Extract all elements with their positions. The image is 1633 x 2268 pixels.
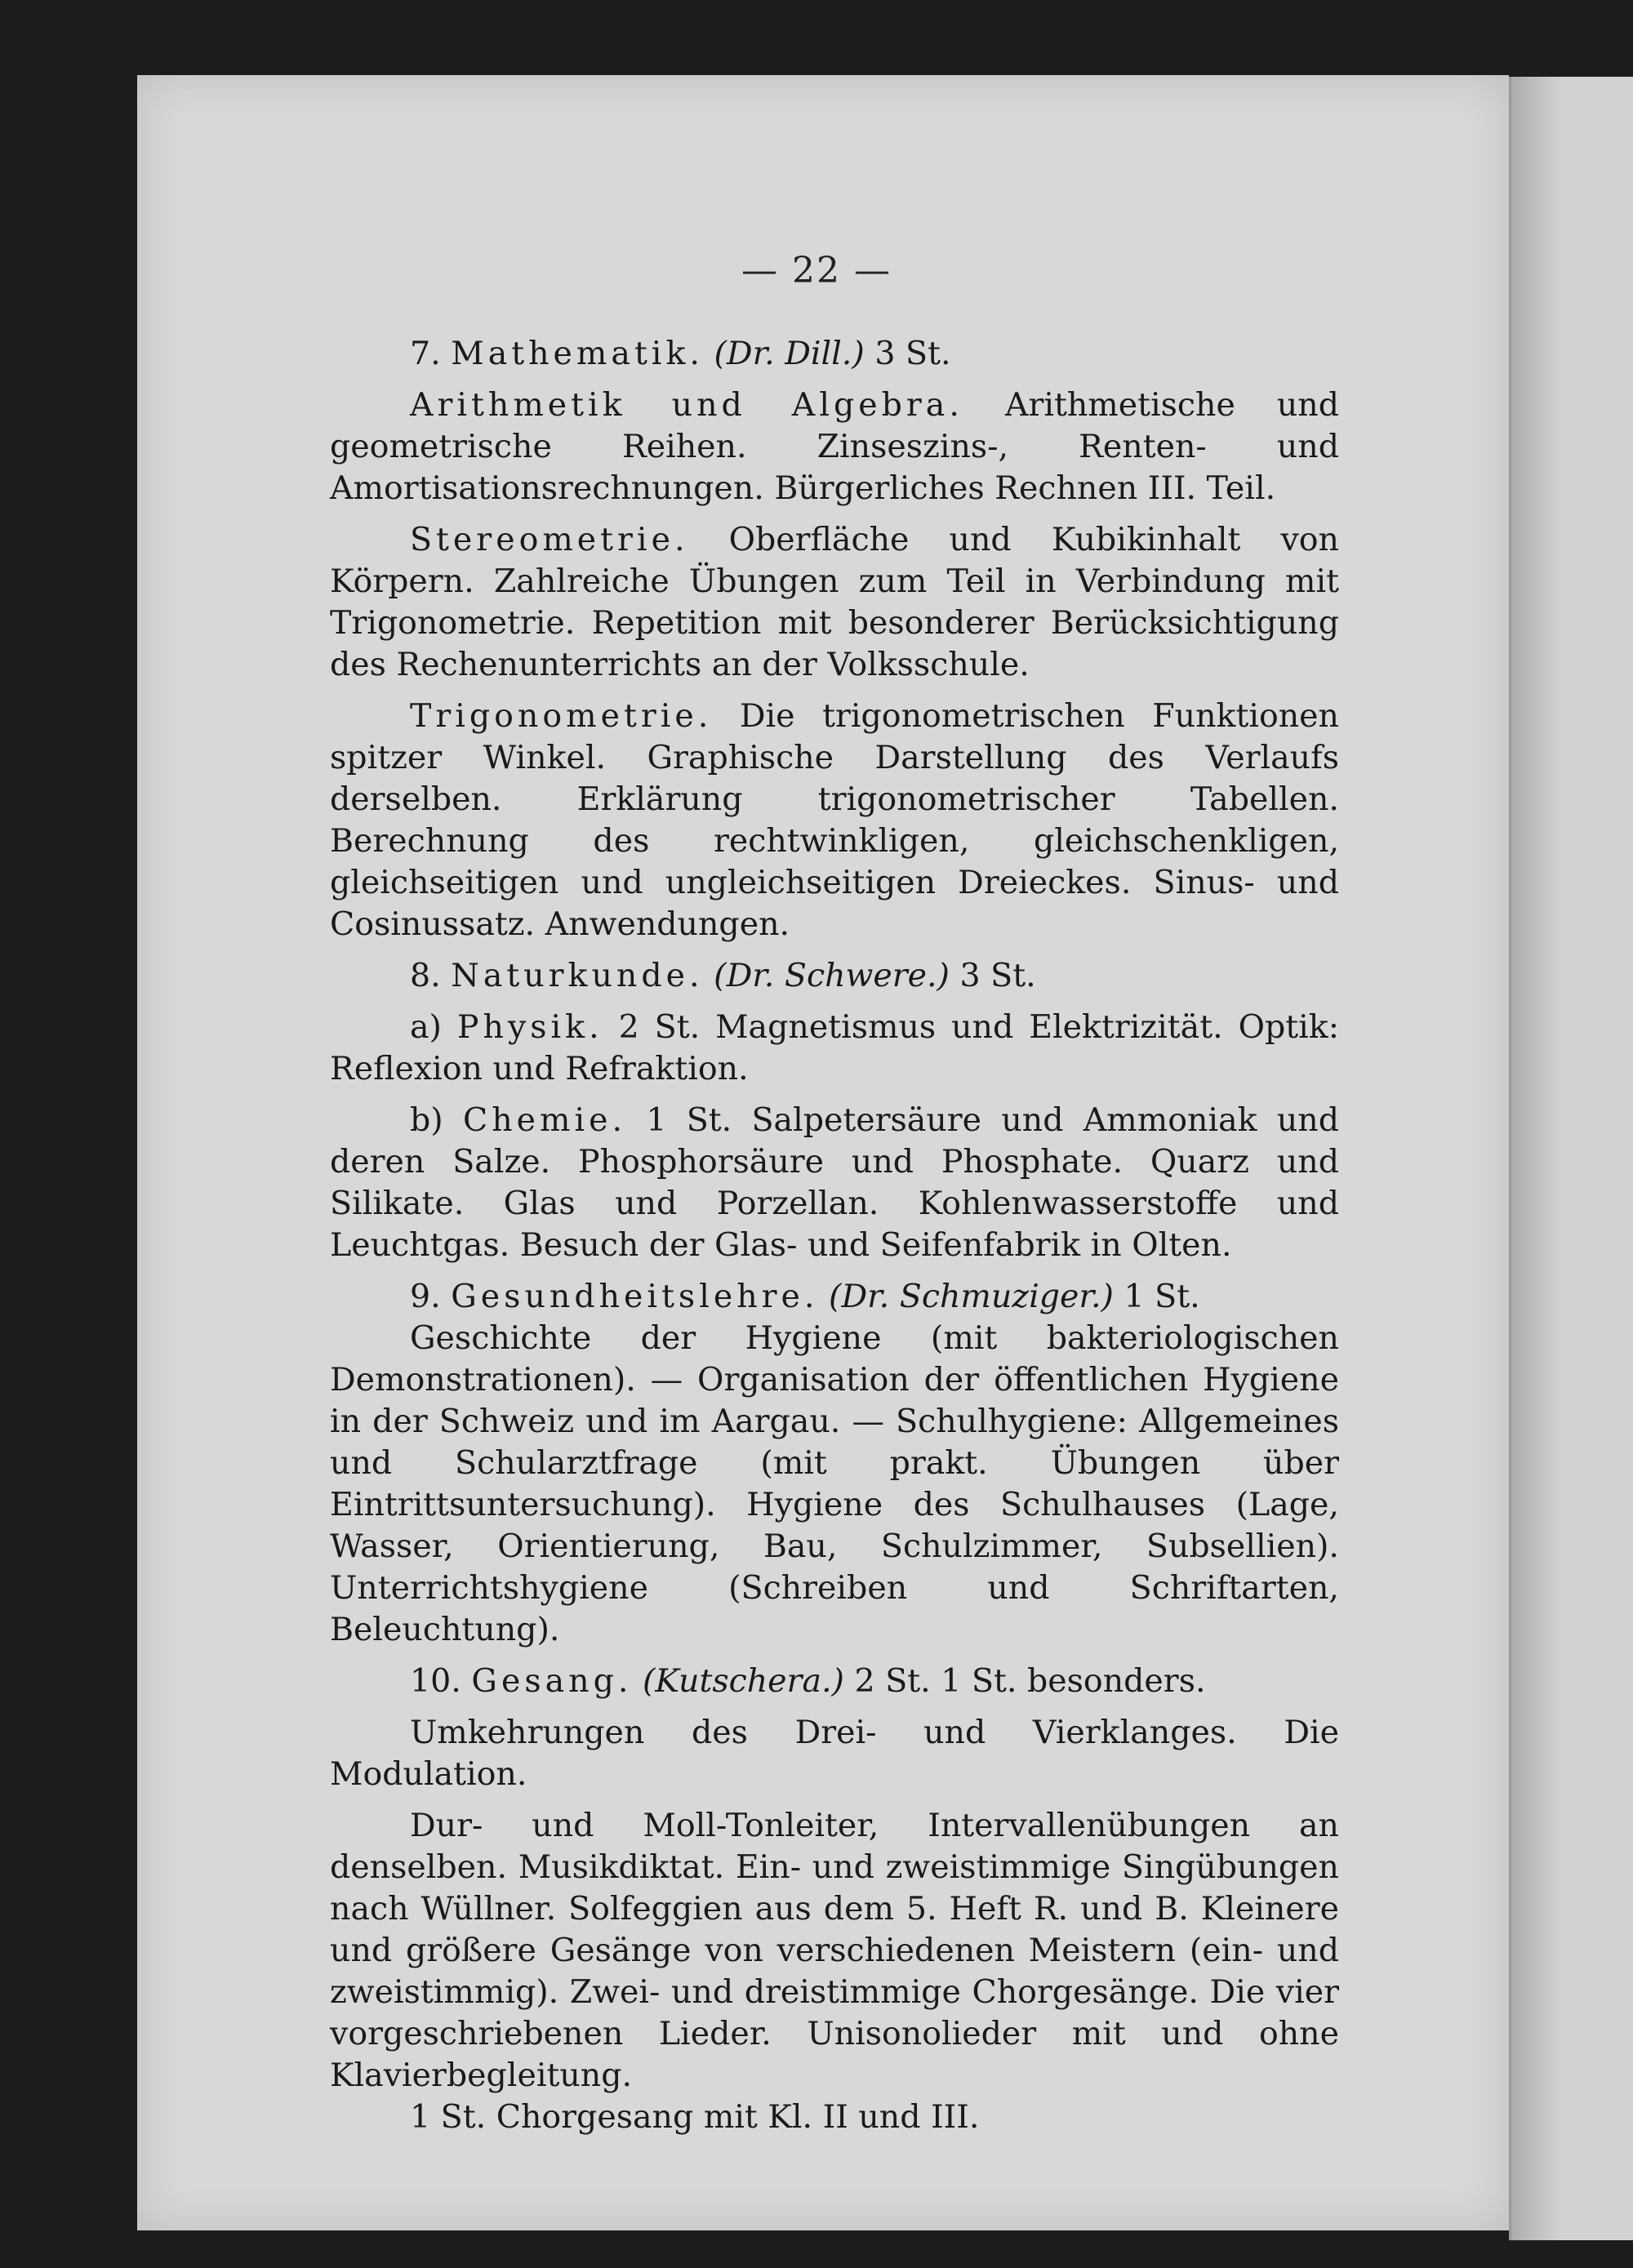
section-number: 10. xyxy=(410,1662,461,1700)
section-heading-mathematik xyxy=(330,333,1339,375)
topic-label: Stereometrie. xyxy=(410,521,689,558)
section-title: Gesundheitslehre. xyxy=(451,1278,819,1315)
paragraph-trigonometrie xyxy=(330,696,1339,945)
section-hours: 3 St. xyxy=(959,957,1036,994)
section-title: Gesang. xyxy=(471,1662,633,1700)
gutter-shadow xyxy=(1511,77,1560,2240)
section-heading-gesang xyxy=(330,1661,1339,1702)
section-teacher: (Dr. Schmuziger.) xyxy=(829,1278,1114,1315)
section-heading-gesundheitslehre xyxy=(330,1276,1339,1318)
topic-text: 2 St. Magnetismus und Elektrizität. Optik: Reflexion und Refraktion. xyxy=(330,1008,1340,1087)
section-title: Mathematik. xyxy=(451,335,704,372)
section-hours: 2 St. 1 St. besonders. xyxy=(854,1662,1206,1700)
page-text xyxy=(330,333,1339,2138)
topic-label: Chemie. xyxy=(462,1101,627,1139)
section-teacher: (Dr. Schwere.) xyxy=(714,957,950,994)
list-marker: b) xyxy=(410,1101,443,1139)
paragraph-gesang-1: Umkehrungen des Drei- und Vierklanges. Die Modulation. xyxy=(330,1714,1339,1793)
section-teacher: (Dr. Dill.) xyxy=(714,335,865,372)
paragraph-arithmetik xyxy=(330,385,1339,509)
section-number: 7. xyxy=(410,335,441,372)
section-title: Naturkunde. xyxy=(451,957,704,994)
paragraph-physik xyxy=(330,1007,1339,1090)
topic-label: Arithmetik und Algebra. xyxy=(410,386,963,424)
paragraph-chemie xyxy=(330,1100,1339,1266)
topic-text: 1 St. Salpetersäure und Ammoniak und deren Salze. Phosphorsäure und Phosphate. Quarz und Silikate. Glas und Porzellan. Kohlenwasserstoffe und Leuchtgas. Besuch der Glas- und Seifenfabrik in Olten. xyxy=(330,1101,1339,1264)
list-marker: a) xyxy=(410,1008,442,1046)
paragraph-gesang-3: 1 St. Chorgesang mit Kl. II und III. xyxy=(410,2098,980,2136)
paragraph-gesang-2: Dur- und Moll-Tonleiter, Intervallenübungen an denselben. Musikdiktat. Ein- und zweistimmige Singübungen nach Wüllner. Solfeggien aus dem 5. Heft R. und B. Kleinere und größere Gesänge von verschiedenen Meistern (ein- und zweistimmig). Zwei- und dreistimmige Chorgesänge. Die vier vorgeschriebenen Lieder. Unisonolieder mit und ohne Klavierbegleitung. xyxy=(330,1807,1339,2094)
topic-text: Die trigonometrischen Funktionen spitzer Winkel. Graphische Darstellung des Verlaufs derselben. Erklärung trigonometrischer Tabellen. Berechnung des rechtwinkligen, gleichschenkligen, gleichseitigen und ungleichseitigen Dreieckes. Sinus- und Cosinussatz. Anwendungen. xyxy=(330,697,1339,943)
section-number: 9. xyxy=(410,1278,441,1315)
section-teacher: (Kutschera.) xyxy=(642,1662,844,1700)
section-hours: 3 St. xyxy=(874,335,951,372)
section-heading-naturkunde xyxy=(330,955,1339,997)
paragraph-hygiene: Geschichte der Hygiene (mit bakteriologischen Demonstrationen). — Organisation der öffentlichen Hygiene in der Schweiz und im Aargau. — Schulhygiene: Allgemeines und Schularztfrage (mit prakt. Übungen über Eintrittsuntersuchung). Hygiene des Schulhauses (Lage, Wasser, Orientierung, Bau, Schulzimmer, Subsellien). Unterrichtshygiene (Schreiben und Schriftarten, Beleuchtung). xyxy=(330,1319,1339,1648)
section-hours: 1 St. xyxy=(1124,1278,1200,1315)
page-number: — 22 — xyxy=(741,250,892,291)
section-number: 8. xyxy=(410,957,441,994)
topic-text: Oberfläche und Kubikinhalt von Körpern. Zahlreiche Übungen zum Teil in Verbindung mit Trigonometrie. Repetition mit besonderer Berücksichtigung des Rechenunterrichts an der Volksschule. xyxy=(330,521,1339,683)
paragraph-stereometrie xyxy=(330,519,1339,686)
topic-text: Arithmetische und geometrische Reihen. Zinseszins-, Renten- und Amortisationsrechnungen. Bürgerliches Rechnen III. Teil. xyxy=(330,386,1339,507)
topic-label: Trigonometrie. xyxy=(410,697,713,735)
topic-label: Physik. xyxy=(456,1008,603,1046)
